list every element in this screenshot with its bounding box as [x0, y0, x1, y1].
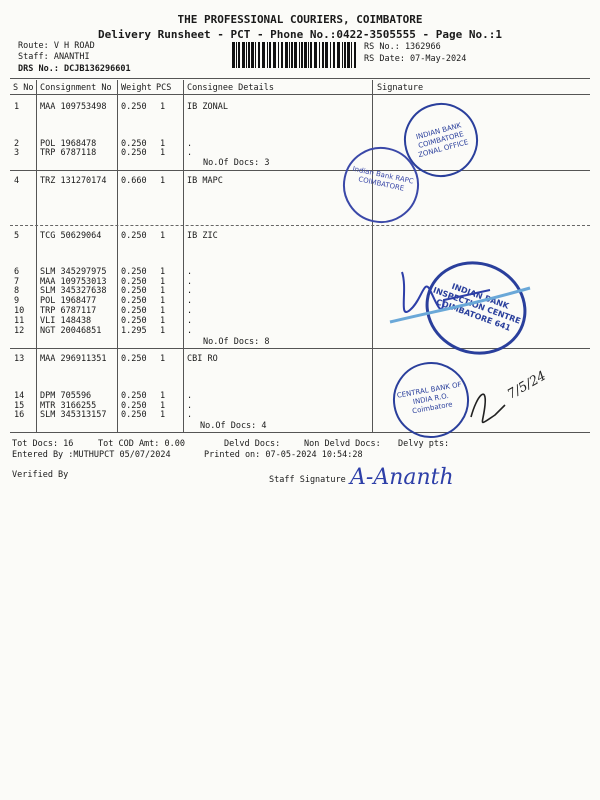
row-sno: 9: [14, 296, 20, 306]
barcode-bar: [291, 42, 293, 68]
staff-label: Staff: ANANTHI: [18, 52, 90, 62]
printed-on: Printed on: 07-05-2024 10:54:28: [204, 450, 363, 460]
col-consignee: Consignee Details: [187, 83, 274, 93]
row-consignment: TCG 50629064: [40, 231, 102, 241]
barcode-bar: [294, 42, 297, 68]
row-pcs: 1: [160, 176, 166, 186]
delivered-docs: Delvd Docs:: [224, 439, 281, 449]
row-consignment: MAA 296911351: [40, 354, 107, 364]
barcode-bar: [269, 42, 271, 68]
runsheet-title: Delivery Runsheet - PCT - Phone No.:0422-3505555 - Page No.:1: [98, 28, 502, 41]
row-detail: .: [187, 391, 193, 401]
row-weight: 0.250: [121, 401, 147, 411]
row-consignment: MTR 3166255: [40, 401, 97, 411]
row-pcs: 1: [160, 286, 166, 296]
row-pcs: 1: [160, 277, 166, 287]
barcode-bar: [337, 42, 340, 68]
barcode-bar: [248, 42, 250, 68]
row-detail: .: [187, 326, 193, 336]
bank-stamp: Indian Bank RAPC COIMBATORE: [336, 140, 426, 230]
bank-stamp: INDIAN BANK INSPECTION CENTRE COIMBATORE 641: [412, 247, 539, 368]
barcode-bar: [289, 42, 290, 68]
row-sno: 4: [14, 176, 20, 186]
row-detail: .: [187, 296, 193, 306]
verified-by: Verified By: [12, 470, 69, 480]
row-pcs: 1: [160, 410, 166, 420]
row-consignment: VLI 148438: [40, 316, 92, 326]
barcode-bar: [304, 42, 307, 68]
row-sno: 13: [14, 354, 25, 364]
row-detail: .: [187, 306, 193, 316]
row-weight: 0.250: [121, 296, 147, 306]
docs-count: No.Of Docs: 3: [203, 158, 270, 168]
barcode-bar: [342, 42, 343, 68]
row-pcs: 1: [160, 296, 166, 306]
row-consignment: SLM 345297975: [40, 267, 107, 277]
consignee-name: IB ZONAL: [187, 102, 228, 112]
row-pcs: 1: [160, 391, 166, 401]
row-consignment: NGT 20046851: [40, 326, 102, 336]
row-detail: .: [187, 286, 193, 296]
row-weight: 0.250: [121, 354, 147, 364]
row-pcs: 1: [160, 306, 166, 316]
col-signature: Signature: [377, 83, 424, 93]
barcode-bar: [281, 42, 283, 68]
row-consignment: POL 1968477: [40, 296, 97, 306]
row-weight: 0.250: [121, 277, 147, 287]
consignee-name: CBI RO: [187, 354, 218, 364]
bank-stamp: CENTRAL BANK OF INDIA R.O. Coimbatore: [387, 356, 475, 444]
row-pcs: 1: [160, 326, 166, 336]
barcode-bar: [333, 42, 335, 68]
barcode-bar: [251, 42, 254, 68]
barcode-bar: [308, 42, 309, 68]
row-sno: 7: [14, 277, 20, 287]
row-sno: 10: [14, 306, 25, 316]
row-weight: 0.250: [121, 148, 147, 158]
barcode-bar: [314, 42, 317, 68]
row-consignment: MAA 109753013: [40, 277, 107, 287]
barcode-bar: [299, 42, 300, 68]
row-detail: .: [187, 267, 193, 277]
row-pcs: 1: [160, 401, 166, 411]
row-weight: 0.250: [121, 286, 147, 296]
barcode-bar: [242, 42, 245, 68]
total-docs: Tot Docs: 16: [12, 439, 74, 449]
row-weight: 0.250: [121, 410, 147, 420]
row-consignment: POL 1968478: [40, 139, 97, 149]
row-sno: 3: [14, 148, 20, 158]
total-cod: Tot COD Amt: 0.00: [98, 439, 185, 449]
barcode-bar: [246, 42, 247, 68]
barcode-bar: [322, 42, 324, 68]
row-weight: 0.250: [121, 306, 147, 316]
row-weight: 0.250: [121, 316, 147, 326]
route-label: Route: V H ROAD: [18, 41, 95, 51]
handwritten-signature: [380, 250, 550, 350]
rs-number: RS No.: 1362966: [364, 42, 441, 52]
row-detail: .: [187, 277, 193, 287]
row-sno: 5: [14, 231, 20, 241]
row-weight: 0.250: [121, 102, 147, 112]
row-detail: .: [187, 148, 193, 158]
bank-stamp: INDIAN BANK COIMBATORE ZONAL OFFICE: [396, 95, 487, 186]
barcode-bar: [325, 42, 328, 68]
row-detail: .: [187, 316, 193, 326]
row-sno: 1: [14, 102, 20, 112]
barcode-bar: [258, 42, 260, 68]
row-consignment: TRP 6787117: [40, 306, 97, 316]
signature-date: 7/5/24: [505, 368, 549, 403]
row-sno: 14: [14, 391, 25, 401]
row-detail: .: [187, 139, 193, 149]
col-weight: Weight: [121, 83, 152, 93]
row-detail: .: [187, 401, 193, 411]
row-weight: 0.250: [121, 391, 147, 401]
row-pcs: 1: [160, 148, 166, 158]
barcode-bar: [262, 42, 265, 68]
row-consignment: SLM 345313157: [40, 410, 107, 420]
row-weight: 0.660: [121, 176, 147, 186]
consignee-name: IB MAPC: [187, 176, 223, 186]
barcode-bar: [330, 42, 331, 68]
row-consignment: MAA 109753498: [40, 102, 107, 112]
row-weight: 0.250: [121, 267, 147, 277]
row-pcs: 1: [160, 231, 166, 241]
row-sno: 12: [14, 326, 25, 336]
barcode-bar: [347, 42, 350, 68]
row-sno: 8: [14, 286, 20, 296]
barcode-bar: [285, 42, 288, 68]
barcode-bar: [278, 42, 279, 68]
barcode-bar: [344, 42, 346, 68]
row-weight: 1.295: [121, 326, 147, 336]
rs-date: RS Date: 07-May-2024: [364, 54, 467, 64]
row-pcs: 1: [160, 102, 166, 112]
barcode-bar: [238, 42, 240, 68]
row-detail: .: [187, 410, 193, 420]
barcode-bar: [232, 42, 235, 68]
non-delivered-docs: Non Delvd Docs:: [304, 439, 381, 449]
row-pcs: 1: [160, 316, 166, 326]
row-weight: 0.250: [121, 139, 147, 149]
row-consignment: DPM 705596: [40, 391, 92, 401]
barcode-bar: [255, 42, 256, 68]
col-sno: S No: [13, 83, 34, 93]
row-weight: 0.250: [121, 231, 147, 241]
row-consignment: TRZ 131270174: [40, 176, 107, 186]
company-title: THE PROFESSIONAL COURIERS, COIMBATORE: [177, 13, 423, 26]
col-consignment: Consignment No: [40, 83, 112, 93]
consignee-name: IB ZIC: [187, 231, 218, 241]
row-pcs: 1: [160, 354, 166, 364]
row-pcs: 1: [160, 267, 166, 277]
entered-by: Entered By :MUTHUPCT 05/07/2024: [12, 450, 171, 460]
drs-number: DRS No.: DCJB136296601: [18, 64, 131, 74]
docs-count: No.Of Docs: 8: [203, 337, 270, 347]
row-sno: 16: [14, 410, 25, 420]
row-consignment: TRP 6787118: [40, 148, 97, 158]
docs-count: No.Of Docs: 4: [200, 421, 267, 431]
delivery-points: Delvy pts:: [398, 439, 450, 449]
row-pcs: 1: [160, 139, 166, 149]
barcode-bar: [236, 42, 237, 68]
row-sno: 2: [14, 139, 20, 149]
barcode-bar: [354, 42, 356, 68]
staff-signature: A-Ananth: [350, 465, 454, 490]
barcode-bar: [310, 42, 312, 68]
barcode-bar: [301, 42, 303, 68]
barcode-bar: [273, 42, 276, 68]
barcode: [232, 42, 358, 68]
row-sno: 11: [14, 316, 25, 326]
row-sno: 6: [14, 267, 20, 277]
col-pcs: PCS: [156, 83, 172, 93]
row-consignment: SLM 345327638: [40, 286, 107, 296]
barcode-bar: [267, 42, 268, 68]
staff-signature-label: Staff Signature: [269, 475, 346, 485]
barcode-bar: [351, 42, 352, 68]
row-sno: 15: [14, 401, 25, 411]
barcode-bar: [319, 42, 320, 68]
